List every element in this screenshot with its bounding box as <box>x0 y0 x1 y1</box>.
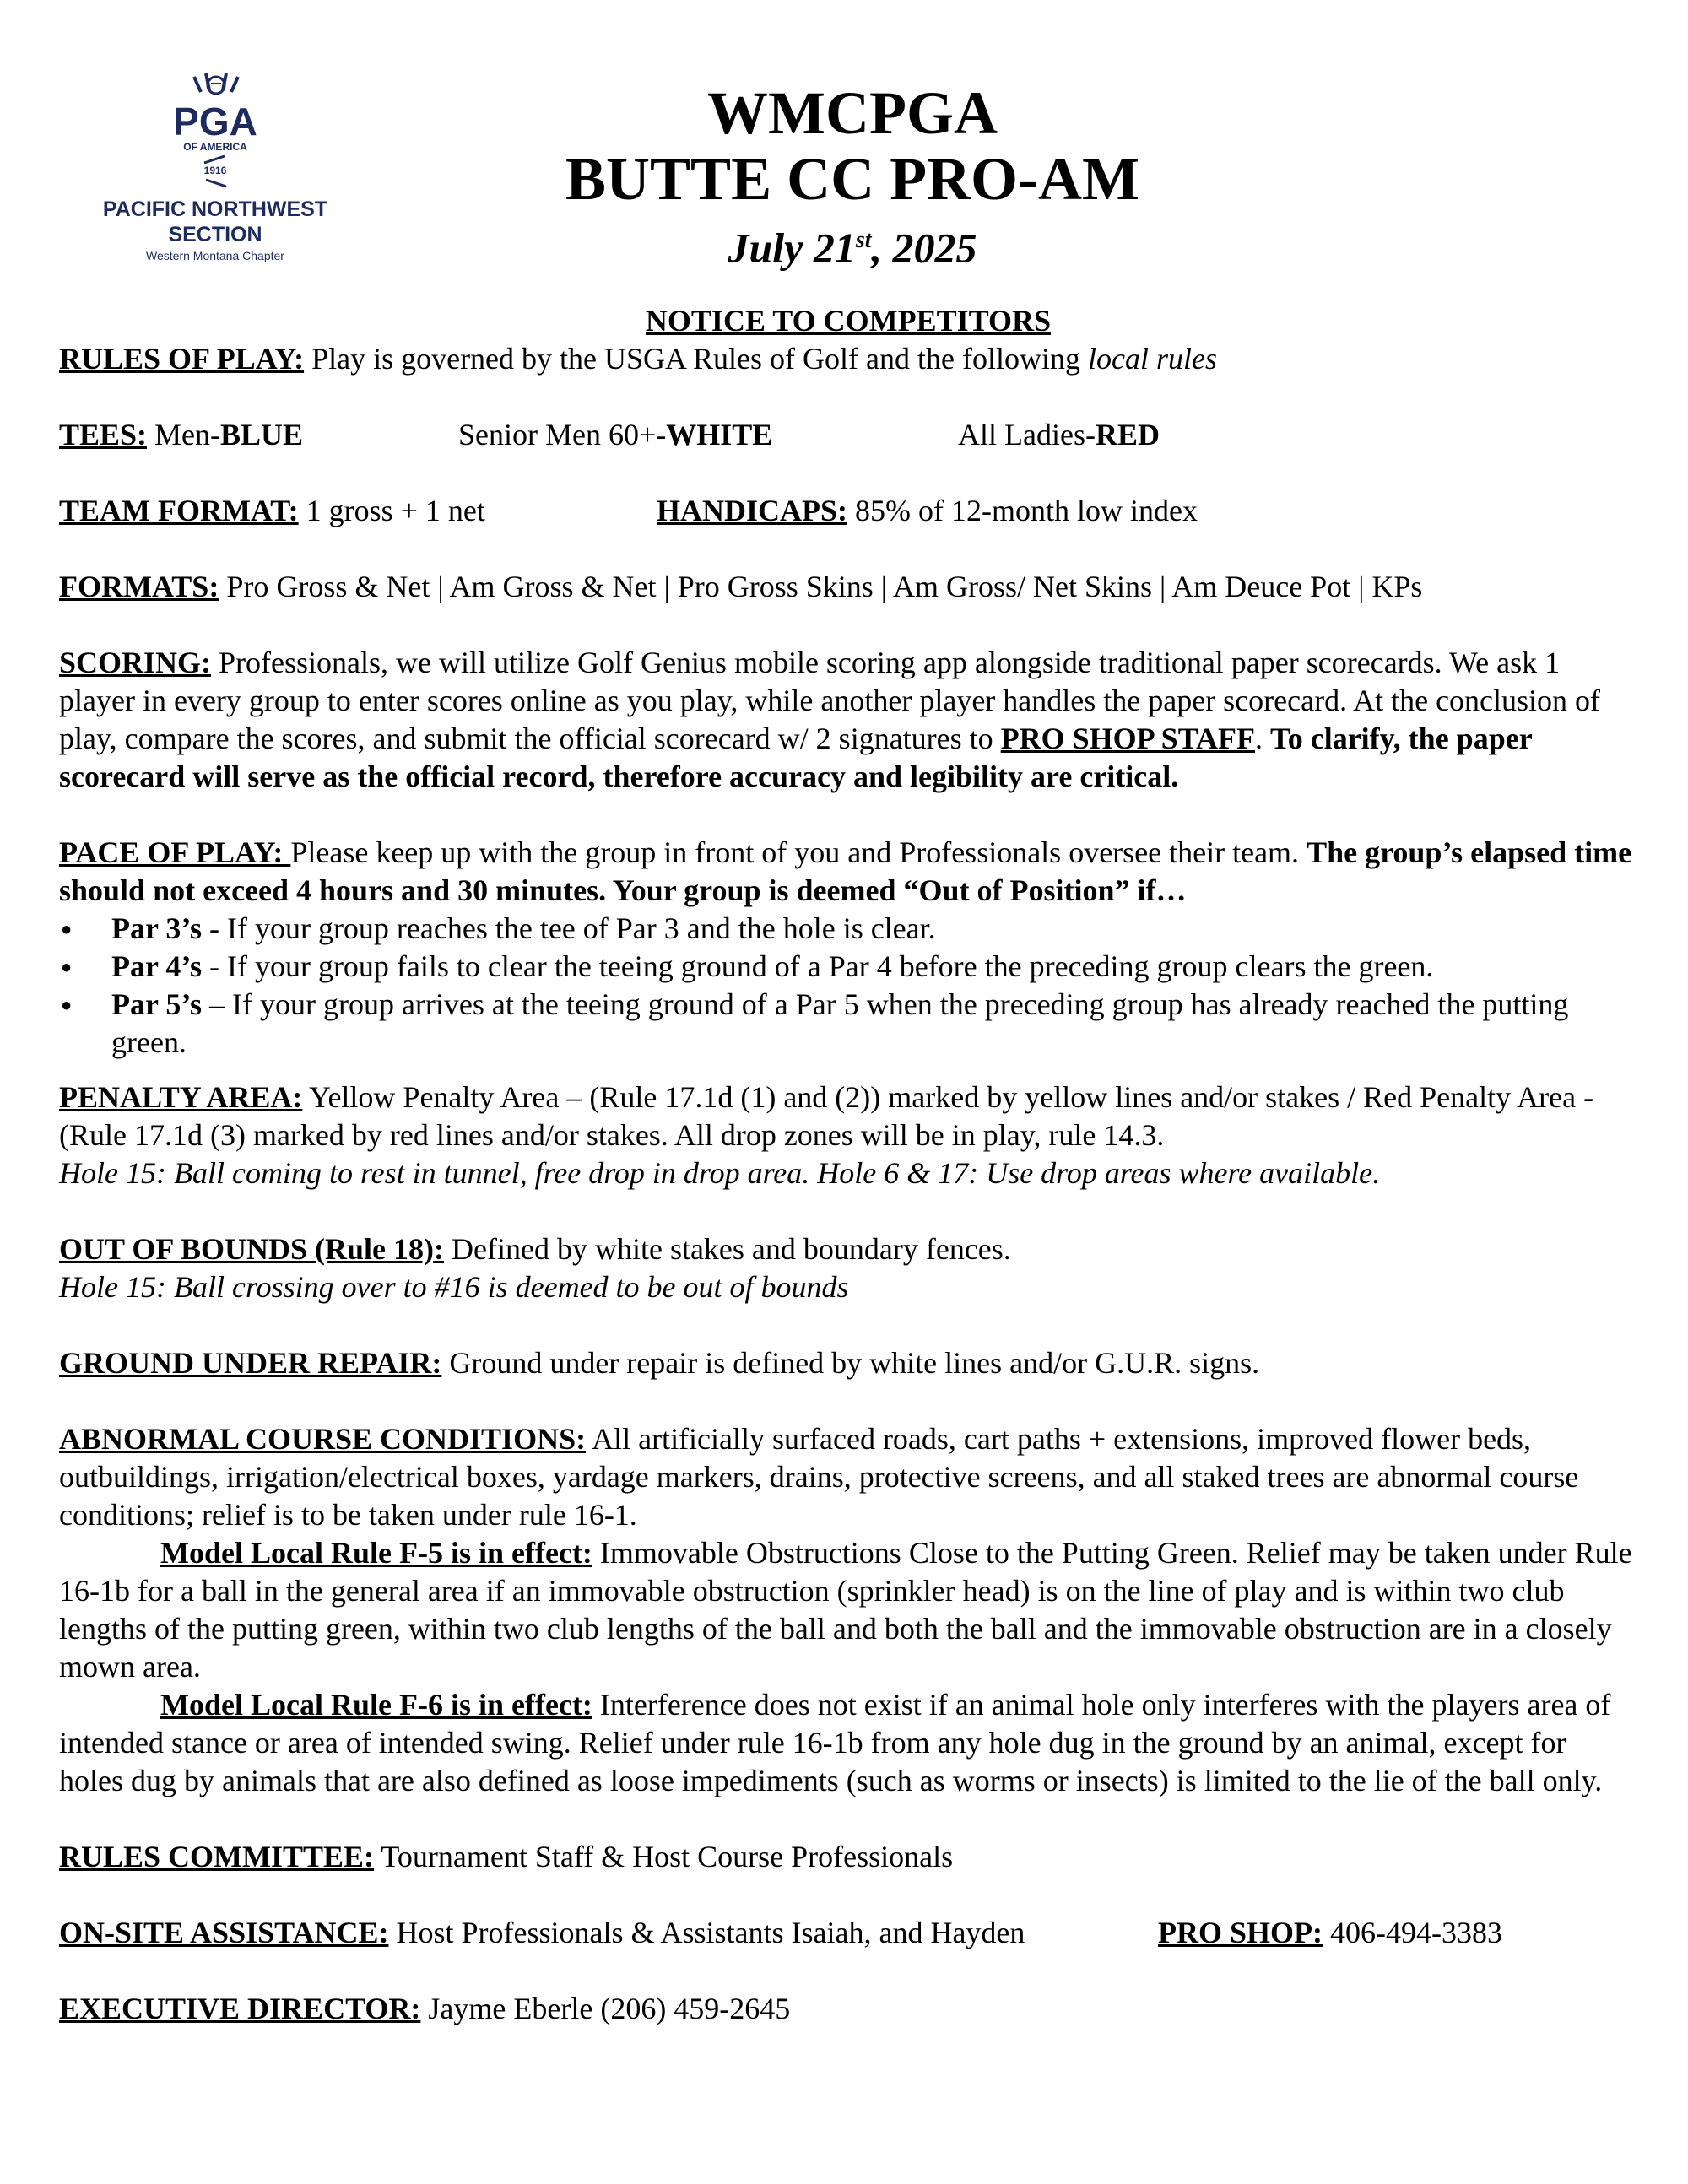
list-item: ● Par 5’s – If your group arrives at the teeing ground of a Par 5 when the preceding group has already reached the putting green. <box>59 986 1637 1062</box>
pace-bullets <box>59 910 1637 1062</box>
oob-note: Hole 15: Ball crossing over to #16 is deemed to be out of bounds <box>59 1270 849 1304</box>
pga-wordmark: PGA <box>173 100 257 143</box>
list-item: ● Par 4’s - If your group fails to clear the teeing ground of a Par 4 before the preceding group clears the green. <box>59 948 1637 986</box>
executive-director: EXECUTIVE DIRECTOR: Jayme Eberle (206) 459-2645 <box>59 1992 791 2025</box>
penalty-note: Hole 15: Ball coming to rest in tunnel, free drop in drop area. Hole 6 & 17: Use drop areas where available. <box>59 1156 1381 1190</box>
list-item: ● Par 3’s - If your group reaches the tee of Par 3 and the hole is clear. <box>59 910 1637 948</box>
section-line-1: PACIFIC NORTHWEST <box>102 197 328 221</box>
onsite-label: ON-SITE ASSISTANCE: <box>59 1916 389 1949</box>
formats: FORMATS: Pro Gross & Net | Am Gross & Net | Pro Gross Skins | Am Gross/ Net Skins | Am Deuce Pot | KPs <box>59 570 1423 603</box>
tees: TEES: Men-BLUE Senior Men 60+-WHITE All Ladies-RED <box>59 418 1160 451</box>
document-header <box>473 80 1232 273</box>
penalty-area: PENALTY AREA: Yellow Penalty Area – (Rule 17.1d (1) and (2)) marked by yellow lines and/or stakes / Red Penalty Area - (Rule 17.1d (3) marked by red lines and/or stakes. All drop zones will be in play, rule 14.3. <box>59 1080 1594 1152</box>
director-label: EXECUTIVE DIRECTOR: <box>59 1992 421 2025</box>
rules-of-play-label: RULES OF PLAY: <box>59 342 305 376</box>
logo-year: 1916 <box>203 165 227 176</box>
team-format-label: TEAM FORMAT: <box>59 494 299 527</box>
pro-shop-staff: PRO SHOP STAFF <box>1000 722 1256 755</box>
acc-label: ABNORMAL COURSE CONDITIONS: <box>59 1422 587 1456</box>
logo-year-row <box>72 153 359 188</box>
chapter-text: Western Montana Chapter <box>146 249 284 262</box>
section-line-2: SECTION <box>168 223 262 246</box>
pace-of-play: PACE OF PLAY: Please keep up with the group in front of you and Professionals oversee their team. The group’s elapsed time should not exceed 4 hours and 30 minutes. Your group is deemed “Out of Position” if… <box>59 835 1632 907</box>
gur-label: GROUND UNDER REPAIR: <box>59 1346 442 1380</box>
local-rule-f6: Model Local Rule F-6 is in effect: Interference does not exist if an animal hole only interferes with the players area of intended stance or area of intended swing. Relief under rule 16-1b from any hole dug in the ground by an animal, except for holes dug by animals that are also defined as loose impediments (such as worms or insects) is limited to the lie of the ball only. <box>59 1688 1611 1797</box>
rules-committee: RULES COMMITTEE: Tournament Staff & Host Course Professionals <box>59 1840 954 1873</box>
proshop-label: PRO SHOP: <box>1158 1916 1323 1949</box>
club-right-icon <box>203 176 228 188</box>
event-date <box>473 215 1232 273</box>
ground-under-repair: GROUND UNDER REPAIR: Ground under repair is defined by white lines and/or G.U.R. signs. <box>59 1346 1260 1380</box>
notice-body <box>59 302 1637 2028</box>
abnormal-course-conditions: ABNORMAL COURSE CONDITIONS: All artificially surfaced roads, cart paths + extensions, improved flower beds, outbuildings, irrigation/electrical boxes, yardage markers, drains, protective screens, and all staked trees are abnormal course conditions; relief is to be taken under rule 16-1. <box>59 1422 1579 1532</box>
formats-label: FORMATS: <box>59 570 219 603</box>
club-left-icon <box>203 153 228 165</box>
date-suffix: st <box>855 227 872 253</box>
scoring-label: SCORING: <box>59 646 212 679</box>
pace-label: PACE OF PLAY: <box>59 835 291 869</box>
f5-label: Model Local Rule F-5 is in effect: <box>160 1536 592 1570</box>
f6-label: Model Local Rule F-6 is in effect: <box>160 1688 592 1722</box>
on-site-assistance: ON-SITE ASSISTANCE: Host Professionals & Assistants Isaiah, and Hayden PRO SHOP: 406-494-3383 <box>59 1916 1502 1949</box>
tees-label: TEES: <box>59 418 148 451</box>
handicaps-label: HANDICAPS: <box>657 494 848 527</box>
golfer-emblem-icon <box>169 72 262 102</box>
out-of-bounds: OUT OF BOUNDS (Rule 18): Defined by white stakes and boundary fences. <box>59 1232 1011 1266</box>
title-org: WMCPGA <box>707 79 998 147</box>
scoring: SCORING: Professionals, we will utilize Golf Genius mobile scoring app alongside traditional paper scorecards. We ask 1 player in every group to enter scores online as you play, while another player handles the paper scorecard. At the conclusion of play, compare the scores, and submit the official scorecard w/ 2 signatures to PRO SHOP STAFF. To clarify, the paper scorecard will serve as the official record, therefore accuracy and legibility are critical. <box>59 646 1601 793</box>
pga-logo <box>72 72 359 283</box>
date-month-day: July 21 <box>728 224 856 272</box>
team-format: TEAM FORMAT: 1 gross + 1 net HANDICAPS: 85% of 12-month low index <box>59 494 1198 527</box>
penalty-label: PENALTY AREA: <box>59 1080 303 1114</box>
date-year: , 2025 <box>871 224 977 272</box>
title-event: BUTTE CC PRO-AM <box>565 145 1139 213</box>
local-rule-f5: Model Local Rule F-5 is in effect: Immovable Obstructions Close to the Putting Green. Relief may be taken under Rule 16-1b for a ball in the general area if an immovable obstruction (sprinkler head) is on the line of play and is within two club lengths of the putting green, within two club lengths of the ball and both the ball and the immovable obstruction are in a closely mown area. <box>59 1536 1632 1684</box>
rules-of-play: RULES OF PLAY: Play is governed by the USGA Rules of Golf and the following local rules <box>59 342 1217 376</box>
notice-title: NOTICE TO COMPETITORS <box>645 304 1052 338</box>
oob-label: OUT OF BOUNDS (Rule 18): <box>59 1232 445 1266</box>
of-america-text: OF AMERICA <box>183 141 247 153</box>
committee-label: RULES COMMITTEE: <box>59 1840 375 1873</box>
